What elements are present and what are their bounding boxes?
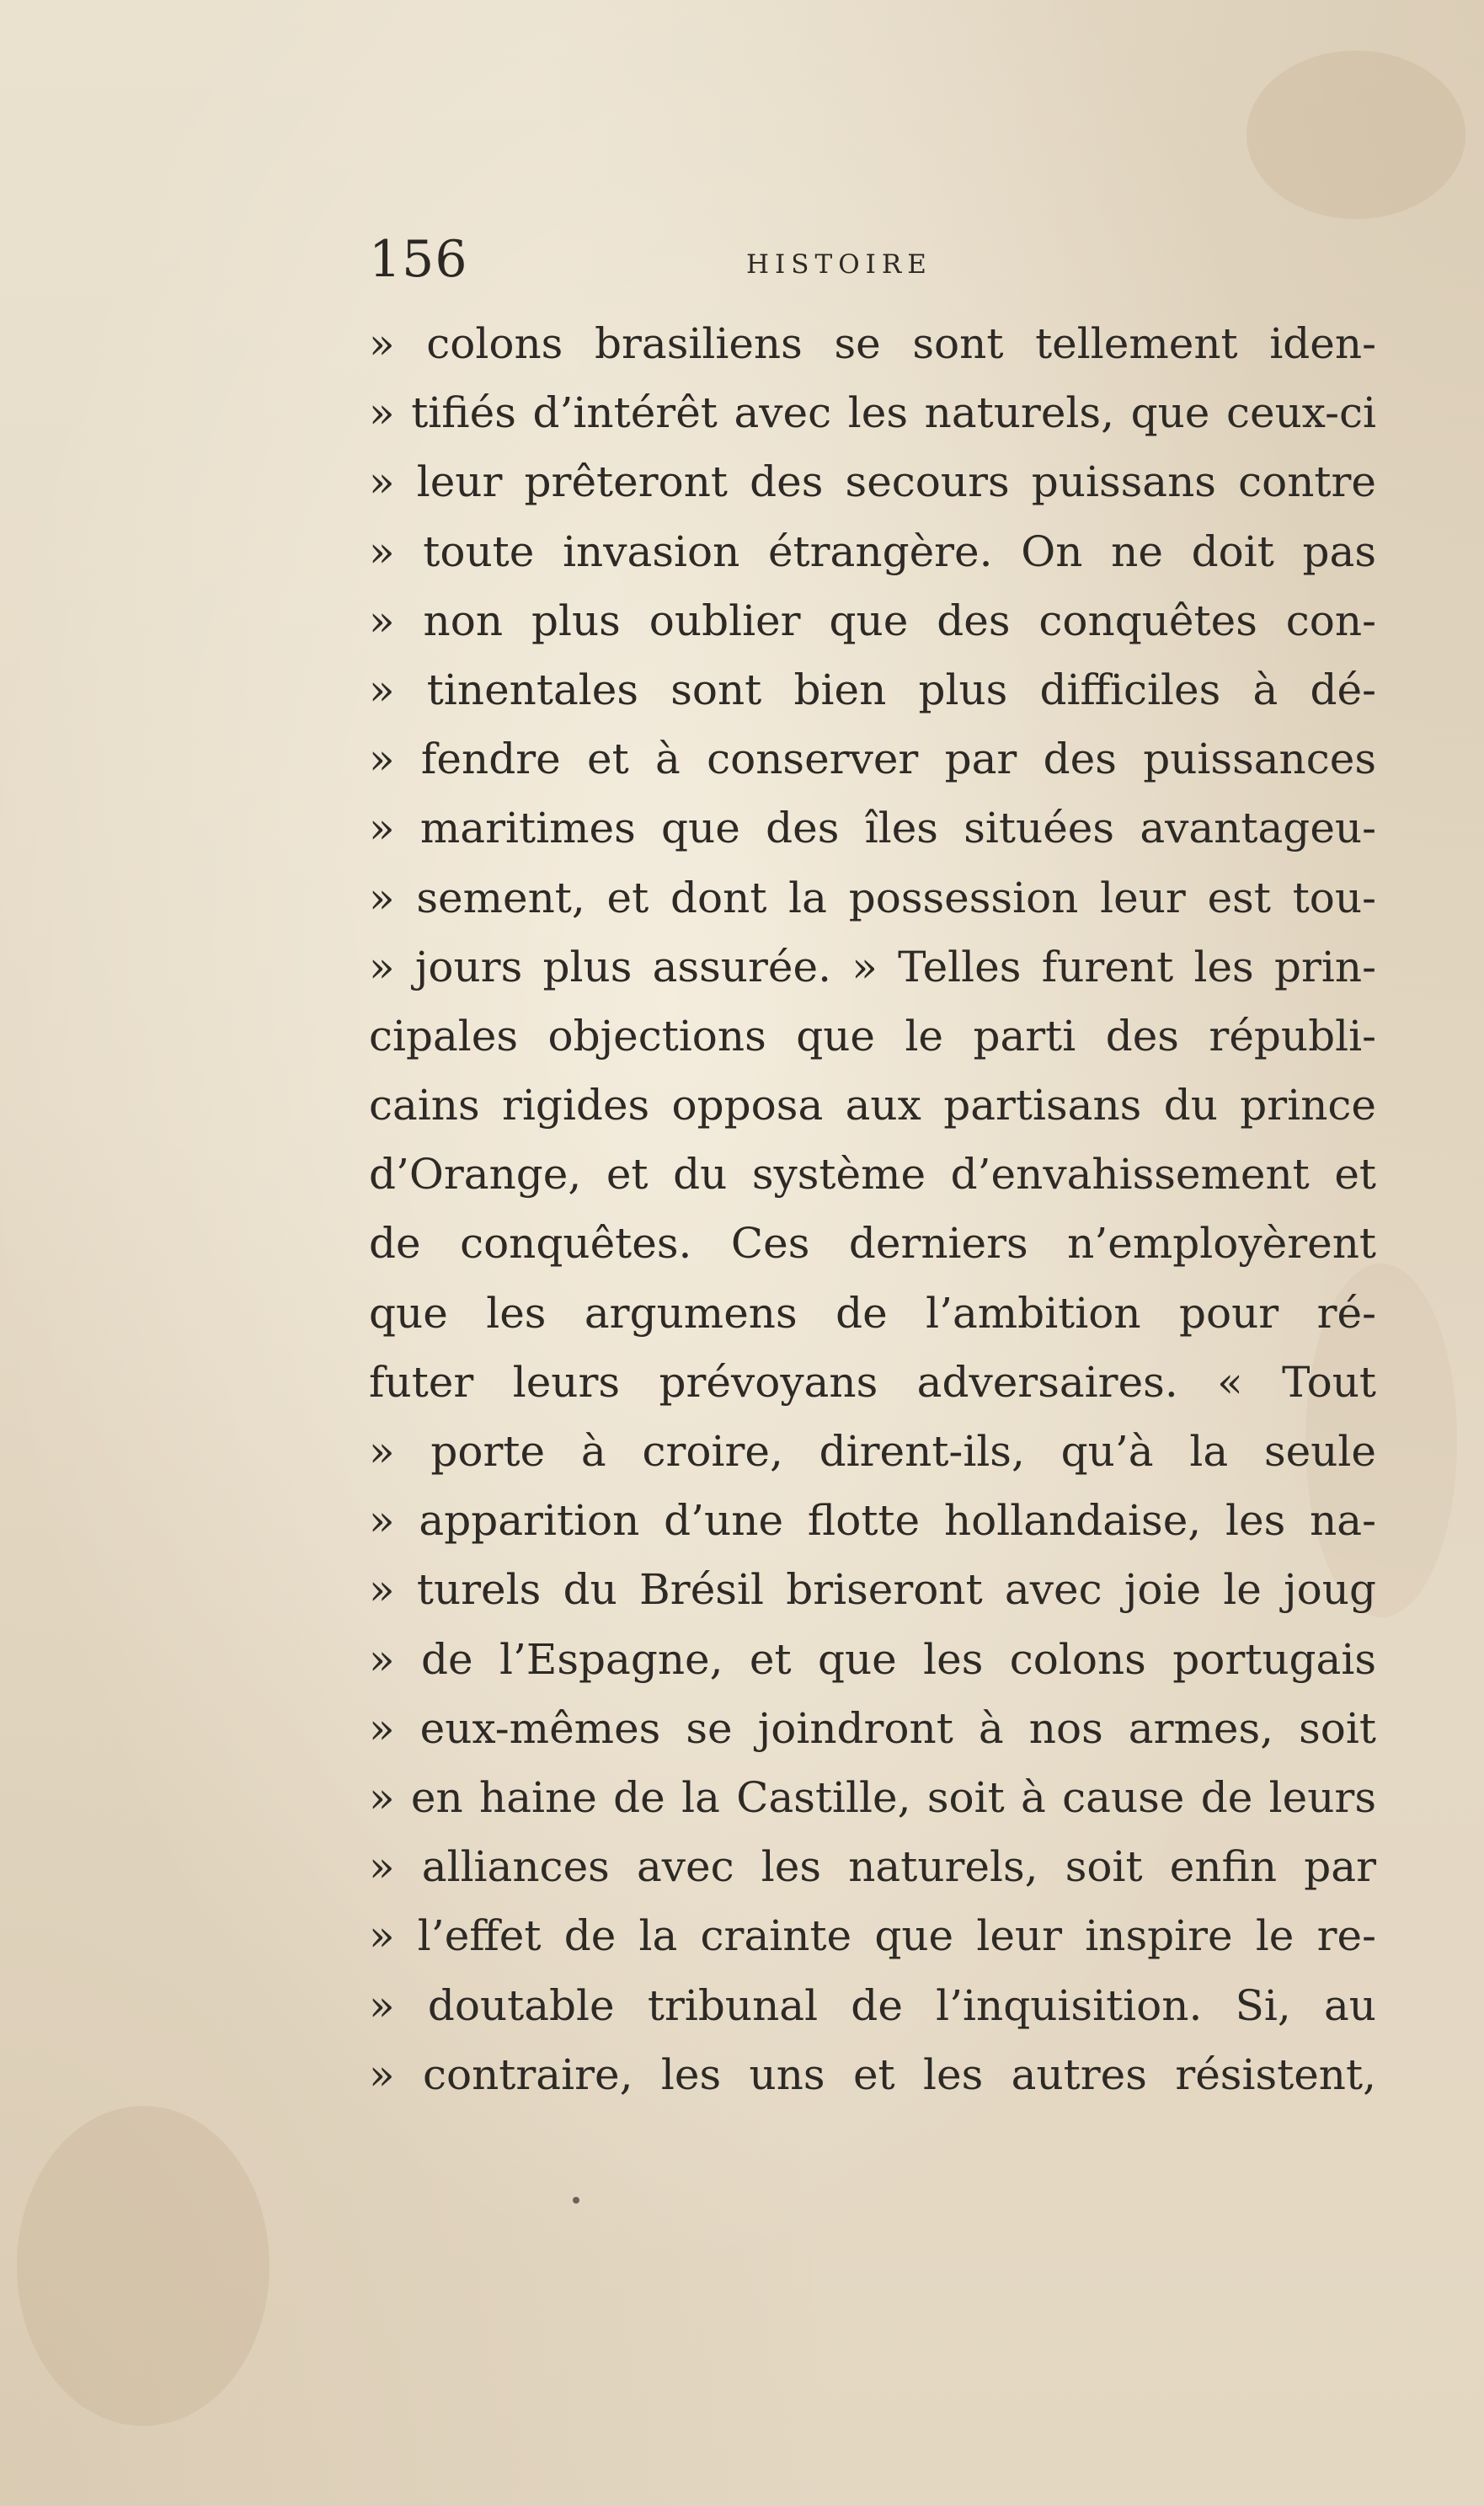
text-line: d’Orange, et du système d’envahissement et bbox=[369, 1150, 1376, 1200]
text-line: que les argumens de l’ambition pour ré- bbox=[369, 1288, 1376, 1338]
paper-stain bbox=[1246, 51, 1465, 219]
ink-dot bbox=[573, 2197, 579, 2204]
body-text bbox=[369, 309, 1376, 2109]
text-line: futer leurs prévoyans adversaires. « Tout bbox=[369, 1357, 1376, 1407]
text-line: » toute invasion étrangère. On ne doit pas bbox=[369, 526, 1376, 576]
text-line: » l’effet de la crainte que leur inspire le re- bbox=[369, 1911, 1376, 1961]
text-line: » maritimes que des îles situées avantageu- bbox=[369, 804, 1376, 853]
running-head: HISTOIRE bbox=[746, 249, 932, 280]
text-line: » jours plus assurée. » Telles furent les prin- bbox=[369, 942, 1376, 991]
text-line: » leur prêteront des secours puissans contre bbox=[369, 457, 1376, 507]
text-line: » tifiés d’intérêt avec les naturels, que ceux-ci bbox=[369, 388, 1376, 438]
text-line: » turels du Brésil briseront avec joie le joug bbox=[369, 1565, 1376, 1615]
text-line: » de l’Espagne, et que les colons portugais bbox=[369, 1634, 1376, 1684]
text-line: » apparition d’une flotte hollandaise, les na- bbox=[369, 1496, 1376, 1546]
text-line: » non plus oublier que des conquêtes con- bbox=[369, 596, 1376, 645]
text-line: de conquêtes. Ces derniers n’employèrent bbox=[369, 1219, 1376, 1269]
text-line: cains rigides opposa aux partisans du prince bbox=[369, 1081, 1376, 1130]
text-line: » alliances avec les naturels, soit enfin par bbox=[369, 1842, 1376, 1892]
paper-stain bbox=[17, 2106, 270, 2426]
text-line: » contraire, les uns et les autres résistent, bbox=[369, 2049, 1376, 2099]
text-line: » colons brasiliens se sont tellement iden- bbox=[369, 319, 1376, 368]
text-line: » sement, et dont la possession leur est tou- bbox=[369, 873, 1376, 922]
text-line: cipales objections que le parti des républi- bbox=[369, 1011, 1376, 1061]
page-number: 156 bbox=[369, 230, 468, 289]
text-line: » porte à croire, dirent-ils, qu’à la seule bbox=[369, 1427, 1376, 1476]
page-header bbox=[369, 226, 1380, 293]
text-line: » en haine de la Castille, soit à cause de leurs bbox=[369, 1772, 1376, 1822]
text-line: » tinentales sont bien plus difficiles à dé- bbox=[369, 665, 1376, 714]
text-line: » fendre et à conserver par des puissances bbox=[369, 735, 1376, 784]
text-line: » eux-mêmes se joindront à nos armes, soit bbox=[369, 1703, 1376, 1753]
text-line: » doutable tribunal de l’inquisition. Si, au bbox=[369, 1980, 1376, 2030]
